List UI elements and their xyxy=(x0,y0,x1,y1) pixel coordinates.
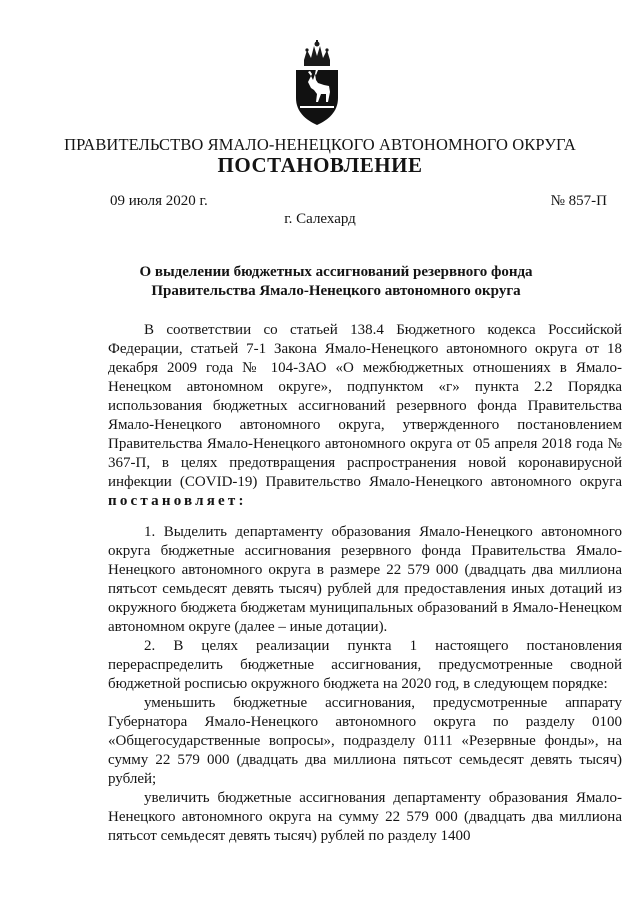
organization-name: ПРАВИТЕЛЬСТВО ЯМАЛО-НЕНЕЦКОГО АВТОНОМНОГО ОКРУГА xyxy=(64,135,576,154)
document-number: № 857-П xyxy=(550,193,607,209)
document-date: 09 июля 2020 г. xyxy=(110,193,208,209)
document-city: г. Салехард xyxy=(284,211,356,227)
preamble-text: В соответствии со статьей 138.4 Бюджетного кодекса Российской Федерации, статьей 7-1 Закона Ямало-Ненецкого автономного округа от 18 декабря 2009 года № 104-ЗАО «О межбюджетных отношениях в Ямало-Ненецком автономном округе», подпунктом «г» пункта 2.2 Порядка использования бюджетных ассигнований резервного фонда Правительства Ямало-Ненецкого автономного округа, утвержденного постановлением Правительства Ямало-Ненецкого автономного округа от 05 апреля 2018 года № 367-П, в целях предотвращения распространения новой коронавирусной инфекции (COVID-19) Правительство Ямало-Ненецкого автономного округа xyxy=(108,322,622,490)
item-2-reduce-paragraph: уменьшить бюджетные ассигнования, предусмотренные аппарату Губернатора Ямало-Ненецкого автономного округа по разделу 0100 «Общегосударственные вопросы», подразделу 0111 «Резервные фонды», на сумму 22 579 000 (двадцать два миллиона пятьсот семьдесят девять тысяч) рублей; xyxy=(108,695,622,787)
crown-icon xyxy=(304,40,330,66)
document-type: ПОСТАНОВЛЕНИЕ xyxy=(217,153,423,177)
item-1-paragraph: 1. Выделить департаменту образования Ямало-Ненецкого автономного округа бюджетные ассигнования резервного фонда Правительства Ямало-Ненецкого автономного округа в размере 22 579 000 (двадцать два миллиона пятьсот семьдесят девять тысяч) рублей для предоставления иных дотаций из окружного бюджета бюджетам муниципальных образований в Ямало-Ненецком автономном округе (далее – иные дотации). xyxy=(108,524,622,635)
decree-word: постановляет: xyxy=(108,493,247,509)
coat-of-arms-emblem xyxy=(288,40,346,126)
document-title xyxy=(80,263,592,301)
item-2-increase-paragraph: увеличить бюджетные ассигнования департаменту образования Ямало-Ненецкого автономного округа на сумму 22 579 000 (двадцать два миллиона пятьсот семьдесят девять тысяч) рублей по разделу 1400 xyxy=(108,790,622,844)
item-2-paragraph: 2. В целях реализации пункта 1 настоящего постановления перераспределить бюджетные ассигнования, предусмотренные сводной бюджетной росписью окружного бюджета на 2020 год, в следующем порядке: xyxy=(108,638,622,692)
document-body xyxy=(108,321,622,511)
document-items xyxy=(108,523,622,846)
title-line-2: Правительства Ямало-Ненецкого автономного округа xyxy=(151,283,521,299)
shield-base-line xyxy=(300,106,334,108)
preamble-paragraph xyxy=(108,321,622,511)
title-line-1: О выделении бюджетных ассигнований резервного фонда xyxy=(139,264,533,280)
